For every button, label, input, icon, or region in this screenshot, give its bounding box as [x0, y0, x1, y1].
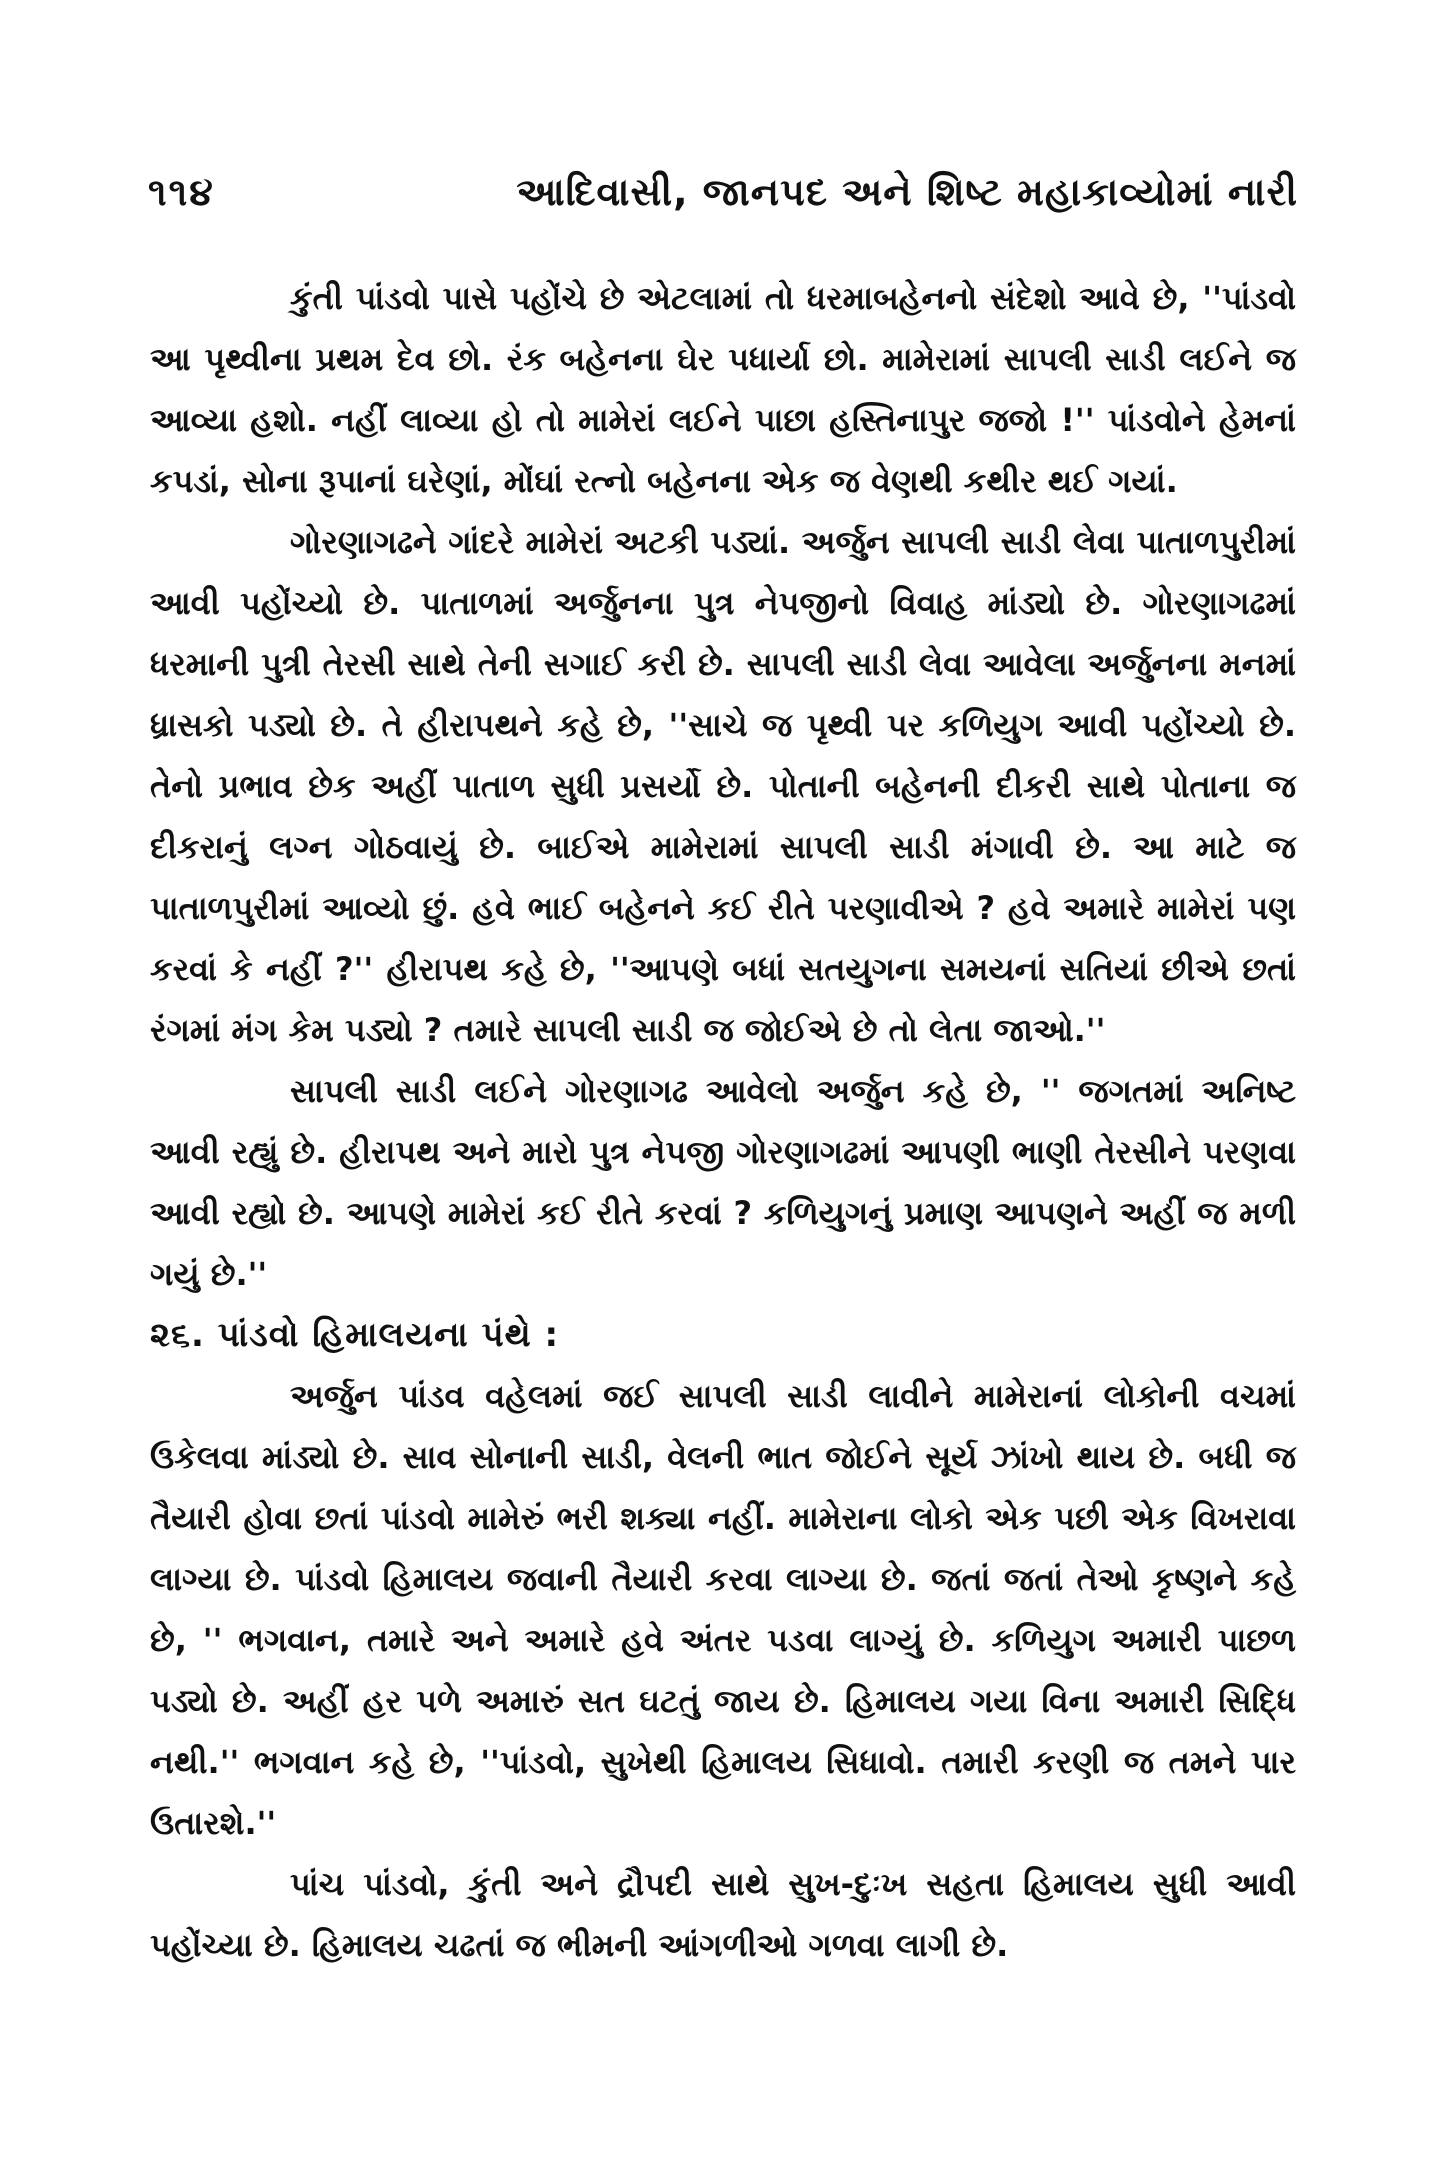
body-text — [150, 268, 1296, 1976]
section-heading: ૨૬. પાંડવો હિમાલયના પંથે : — [150, 1315, 560, 1355]
section-paragraph-2: પાંચ પાંડવો, કુંતી અને દ્રૌપદી સાથે સુખ-દુઃખ સહતા હિમાલય સુધી આવી પહોંચ્યા છે. હિમાલય ચઢતાં જ ભીમની આંગળીઓ ગળવા લાગી છે. — [150, 1865, 1296, 1964]
page-header — [148, 170, 1298, 230]
page-number: ૧૧૪ — [148, 170, 215, 214]
section-paragraph-1: અર્જુન પાંડવ વહેલમાં જઈ સાપલી સાડી લાવીને મામેરાનાં લોકોની વચમાં ઉકેલવા માંડ્યો છે. સાવ સોનાની સાડી, વેલની ભાત જોઈને સૂર્ય ઝાંખો થાય છે. બધી જ તૈયારી હોવા છતાં પાંડવો મામેરું ભરી શક્યા નહીં. મામેરાના લોકો એક પછી એક વિખરાવા લાગ્યા છે. પાંડવો હિમાલય જવાની તૈયારી કરવા લાગ્યા છે. જતાં જતાં તેઓ કૃષ્ણને કહે છે, '' ભગવાન, તમારે અને અમારે હવે અંતર પડવા લાગ્યું છે. કળિયુગ અમારી પાછળ પડ્યો છે. અહીં હર પળે અમારું સત ઘટતું જાય છે. હિમાલય ગયા વિના અમારી સિદ્ધિ નથી.'' ભગવાન કહે છે, ''પાંડવો, સુખેથી હિમાલય સિધાવો. તમારી કરણી જ તમને પાર ઉતારશે.'' — [150, 1377, 1296, 1842]
paragraph-3: સાપલી સાડી લઈને ગોરણાગઢ આવેલો અર્જુન કહે છે, '' જગતમાં અનિષ્ટ આવી રહ્યું છે. હીરાપથ અને મારો પુત્ર નેપજી ગોરણાગઢમાં આપણી ભાણી તેરસીને પરણવા આવી રહ્યો છે. આપણે મામેરાં કઈ રીતે કરવાં ? કળિયુગનું પ્રમાણ આપણને અહીં જ મળી ગયું છે.'' — [150, 1072, 1296, 1293]
paragraph-1: કુંતી પાંડવો પાસે પહોંચે છે એટલામાં તો ધરમાબહેનનો સંદેશો આવે છે, ''પાંડવો આ પૃથ્વીના પ્રથમ દેવ છો. રંક બહેનના ઘેર પધાર્યા છો. મામેરામાં સાપલી સાડી લઈને જ આવ્યા હશો. નહીં લાવ્યા હો તો મામેરાં લઈને પાછા હસ્તિનાપુર જજો !'' પાંડવોને હેમનાં કપડાં, સોના રૂપાનાં ઘરેણાં, મોંઘાં રત્નો બહેનના એક જ વેણથી કથીર થઈ ગયાં. — [150, 279, 1296, 500]
running-title: આદિવાસી, જાનપદ અને શિષ્ટ મહાકાવ્યોમાં નારી — [516, 170, 1298, 214]
paragraph-2: ગોરણાગઢને ગાંદરે મામેરાં અટકી પડ્યાં. અર્જુન સાપલી સાડી લેવા પાતાળપુરીમાં આવી પહોંચ્યો છે. પાતાળમાં અર્જુનના પુત્ર નેપજીનો વિવાહ માંડ્યો છે. ગોરણાગઢમાં ધરમાની પુત્રી તેરસી સાથે તેની સગાઈ કરી છે. સાપલી સાડી લેવા આવેલા અર્જુનના મનમાં ધ્રાસકો પડ્યો છે. તે હીરાપથને કહે છે, ''સાચે જ પૃથ્વી પર કળિયુગ આવી પહોંચ્યો છે. તેનો પ્રભાવ છેક અહીં પાતાળ સુધી પ્રસર્યો છે. પોતાની બહેનની દીકરી સાથે પોતાના જ દીકરાનું લગ્ન ગોઠવાયું છે. બાઈએ મામેરામાં સાપલી સાડી મંગાવી છે. આ માટે જ પાતાળપુરીમાં આવ્યો છું. હવે ભાઈ બહેનને કઈ રીતે પરણાવીએ ? હવે અમારે મામેરાં પણ કરવાં કે નહીં ?'' હીરાપથ કહે છે, ''આપણે બધાં સતયુગના સમયનાં સતિયાં છીએ છતાં રંગમાં મંગ કેમ પડ્યો ? તમારે સાપલી સાડી જ જોઈએ છે તો લેતા જાઓ.'' — [150, 523, 1296, 1049]
